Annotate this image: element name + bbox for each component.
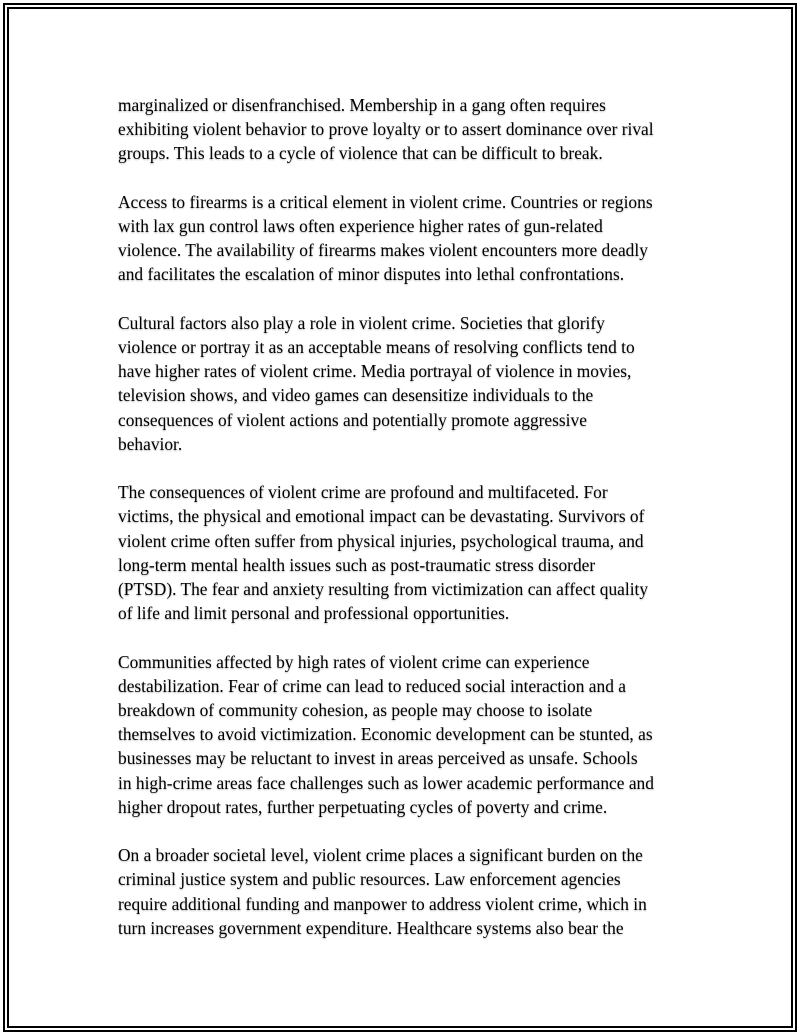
text-line: higher dropout rates, further perpetuating cycles of poverty and crime. (118, 796, 608, 817)
text-line: exhibiting violent behavior to prove loyalty or to assert dominance over rival (118, 119, 654, 140)
text-line: violent crime often suffer from physical injuries, psychological trauma, and (118, 530, 644, 551)
paragraph-cultural-factors (118, 311, 693, 456)
text-line: groups. This leads to a cycle of violence that can be difficult to break. (118, 143, 603, 164)
text-line: violence. The availability of firearms makes violent encounters more deadly (118, 240, 648, 261)
text-line: Cultural factors also play a role in violent crime. Societies that glorify (118, 312, 605, 333)
text-line: and facilitates the escalation of minor disputes into lethal confrontations. (118, 264, 625, 285)
text-line: have higher rates of violent crime. Media portrayal of violence in movies, (118, 361, 632, 382)
text-line: consequences of violent actions and potentially promote aggressive (118, 409, 587, 430)
paragraph-firearms (118, 190, 693, 287)
paragraph-gangs (118, 93, 693, 166)
text-line: with lax gun control laws often experience higher rates of gun-related (118, 216, 603, 236)
text-line: behavior. (118, 433, 183, 454)
paragraph-societal-level (118, 843, 693, 940)
text-line: in high-crime areas face challenges such as lower academic performance and (118, 772, 654, 793)
text-line: businesses may be reluctant to invest in areas perceived as unsafe. Schools (118, 748, 638, 769)
text-line: marginalized or disenfranchised. Membership in a gang often requires (118, 95, 606, 115)
text-line: long-term mental health issues such as post-traumatic stress disorder (118, 554, 596, 575)
text-line: of life and limit personal and professional opportunities. (118, 603, 510, 624)
text-line: require additional funding and manpower to address violent crime, which in (118, 893, 647, 914)
text-line: Access to firearms is a critical element in violent crime. Countries or regions (118, 191, 653, 212)
text-line: themselves to avoid victimization. Economic development can be stunted, as (118, 724, 653, 745)
text-line: criminal justice system and public resources. Law enforcement agencies (118, 869, 621, 890)
text-line: On a broader societal level, violent crime places a significant burden on the (118, 845, 643, 866)
paragraph-consequences (118, 480, 693, 625)
text-line: Communities affected by high rates of violent crime can experience (118, 651, 590, 672)
paragraph-communities (118, 650, 693, 819)
text-line: (PTSD). The fear and anxiety resulting from victimization can affect quality (118, 579, 649, 600)
text-line: turn increases government expenditure. Healthcare systems also bear the (118, 917, 624, 938)
text-line: destabilization. Fear of crime can lead to reduced social interaction and a (118, 675, 626, 696)
text-line: The consequences of violent crime are profound and multifaceted. For (118, 482, 608, 503)
text-line: violence or portray it as an acceptable means of resolving conflicts tend to (118, 337, 635, 357)
text-line: television shows, and video games can desensitize individuals to the (118, 385, 594, 406)
document-body (118, 93, 693, 964)
text-line: victims, the physical and emotional impact can be devastating. Survivors of (118, 506, 645, 527)
text-line: breakdown of community cohesion, as people may choose to isolate (118, 700, 593, 721)
